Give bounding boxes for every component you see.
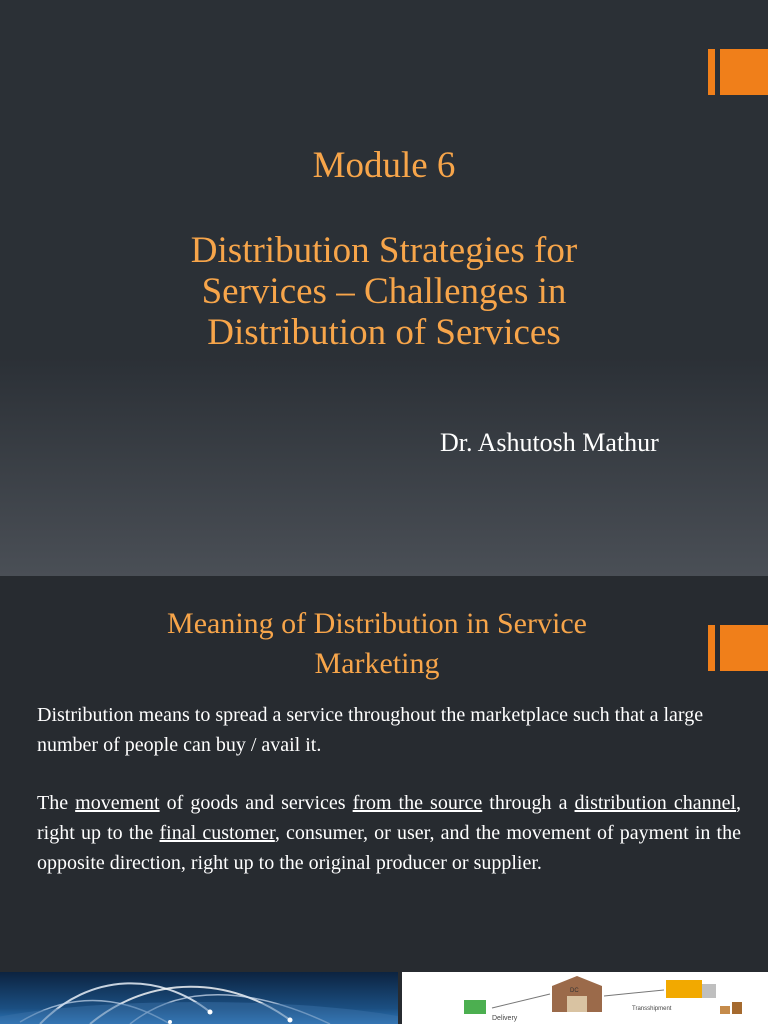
text-segment: of goods and services xyxy=(159,792,353,814)
text-segment: The xyxy=(37,792,76,814)
subtitle-line: Distribution Strategies for xyxy=(190,230,578,271)
globe-network-graphic xyxy=(0,972,398,1024)
slide1-subtitle xyxy=(0,230,768,353)
underlined-term: final customer xyxy=(159,822,275,844)
logistics-diagram-graphic xyxy=(402,972,768,1024)
definition-paragraph: Distribution means to spread a service throughout the marketplace such that a large number of people can buy / avail it. xyxy=(37,704,704,756)
underlined-term: distribution channel xyxy=(574,792,737,814)
accent-thin-bar xyxy=(708,625,715,671)
warehouse-door xyxy=(567,996,587,1012)
subtitle-line: Services – Challenges in xyxy=(201,271,567,312)
transshipment-label: Transshipment xyxy=(632,1006,672,1012)
accent-thick-bar xyxy=(720,49,768,95)
underlined-term: movement xyxy=(75,792,160,814)
package-icon xyxy=(732,1002,742,1014)
package-icon xyxy=(720,1006,730,1014)
route-line xyxy=(492,994,550,1008)
underlined-term: from the source xyxy=(352,792,483,814)
delivery-label: Delivery xyxy=(492,1015,518,1022)
slide2-title xyxy=(100,604,654,684)
title-line: Meaning of Distribution in Service xyxy=(167,607,587,640)
author-name: Dr. Ashutosh Mathur xyxy=(440,428,659,457)
title-line: Marketing xyxy=(314,647,440,680)
text-segment: , consumer, or user, and the movement of payment in the opposite direction, right up to the original producer or supplier. xyxy=(37,822,741,874)
text-segment: , right up to the xyxy=(37,792,742,844)
dc-label: DC xyxy=(570,988,579,994)
text-segment: through a xyxy=(482,792,575,814)
module-title: Module 6 xyxy=(312,145,456,186)
movement-paragraph xyxy=(37,788,741,878)
logistics-diagram-image xyxy=(402,972,768,1024)
route-line xyxy=(604,990,664,996)
subtitle-line: Distribution of Services xyxy=(207,312,561,353)
accent-thin-bar xyxy=(708,49,715,95)
accent-thick-bar xyxy=(720,625,768,671)
truck-cab xyxy=(702,984,716,998)
globe-network-image xyxy=(0,972,398,1024)
transshipment-truck-icon xyxy=(666,980,702,998)
delivery-truck-icon xyxy=(464,1000,486,1014)
